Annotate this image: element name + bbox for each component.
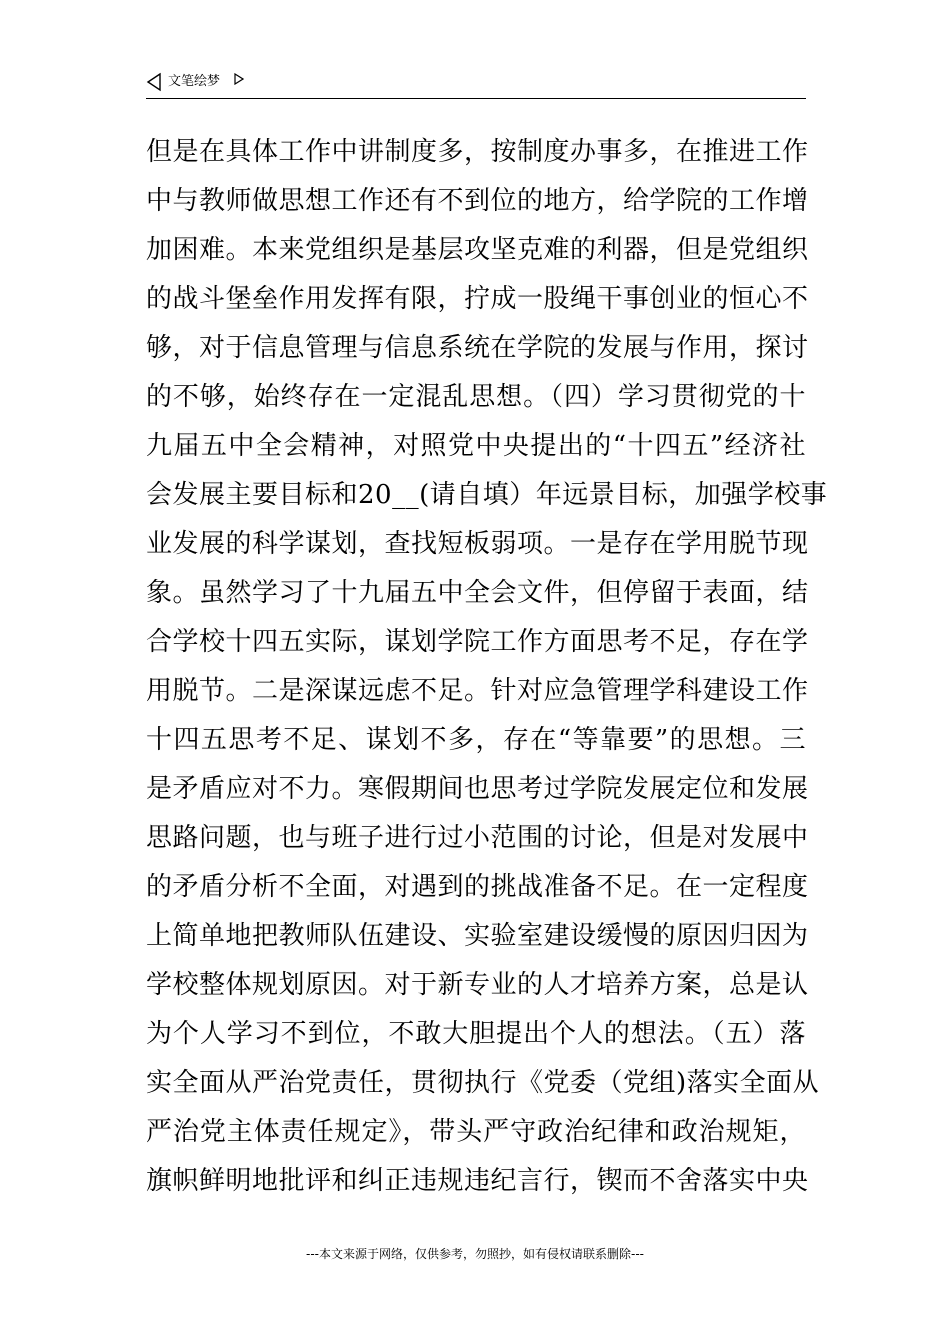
text-line: 的矛盾分析不全面，对遇到的挑战准备不足。在一定程度 (146, 872, 809, 902)
text-line: 是矛盾应对不力。寒假期间也思考过学院发展定位和发展 (146, 774, 809, 804)
text-line: 合学校十四五实际，谋划学院工作方面思考不足，存在学 (146, 627, 809, 657)
right-triangle-icon (234, 73, 244, 85)
text-line: 思路问题，也与班子进行过小范围的讨论，但是对发展中 (146, 823, 809, 853)
footer-notice: ---本文来源于网络，仅供参考，勿照抄，如有侵权请联系删除--- (306, 1247, 644, 1261)
text-line: 中与教师做思想工作还有不到位的地方，给学院的工作增 (146, 186, 809, 216)
text-line: 会发展主要目标和20__(请自填）年远景目标，加强学校事 (146, 480, 828, 510)
text-line: 旗帜鲜明地批评和纠正违规违纪言行，锲而不舍落实中央 (146, 1166, 809, 1196)
text-line: 加困难。本来党组织是基层攻坚克难的利器，但是党组织 (146, 235, 809, 265)
text-line: 的战斗堡垒作用发挥有限，拧成一股绳干事创业的恒心不 (146, 284, 809, 314)
page-header (146, 68, 806, 99)
text-line: 实全面从严治党责任，贯彻执行《党委（党组)落实全面从 (146, 1068, 820, 1098)
header-title: 文笔绘梦 (168, 74, 221, 89)
text-line: 学校整体规划原因。对于新专业的人才培养方案，总是认 (146, 970, 809, 1000)
text-line: 业发展的科学谋划，查找短板弱项。一是存在学用脱节现 (146, 529, 809, 559)
text-line: 为个人学习不到位，不敢大胆提出个人的想法。（五）落 (146, 1019, 806, 1049)
text-line: 但是在具体工作中讲制度多，按制度办事多，在推进工作 (146, 137, 809, 167)
text-line: 九届五中全会精神，对照党中央提出的“十四五”经济社 (146, 431, 806, 461)
text-line: 严治党主体责任规定》，带头严守政治纪律和政治规矩， (146, 1117, 806, 1147)
left-triangle-icon (146, 72, 162, 92)
text-line: 的不够，始终存在一定混乱思想。（四）学习贯彻党的十 (146, 382, 806, 412)
text-line: 用脱节。二是深谋远虑不足。针对应急管理学科建设工作 (146, 676, 809, 706)
text-line: 十四五思考不足、谋划不多，存在“等靠要”的思想。三 (146, 725, 806, 755)
text-line: 象。虽然学习了十九届五中全会文件，但停留于表面，结 (146, 578, 809, 608)
document-body (146, 128, 828, 1206)
text-line: 够，对于信息管理与信息系统在学院的发展与作用，探讨 (146, 333, 809, 363)
text-line: 上简单地把教师队伍建设、实验室建设缓慢的原因归因为 (146, 921, 809, 951)
